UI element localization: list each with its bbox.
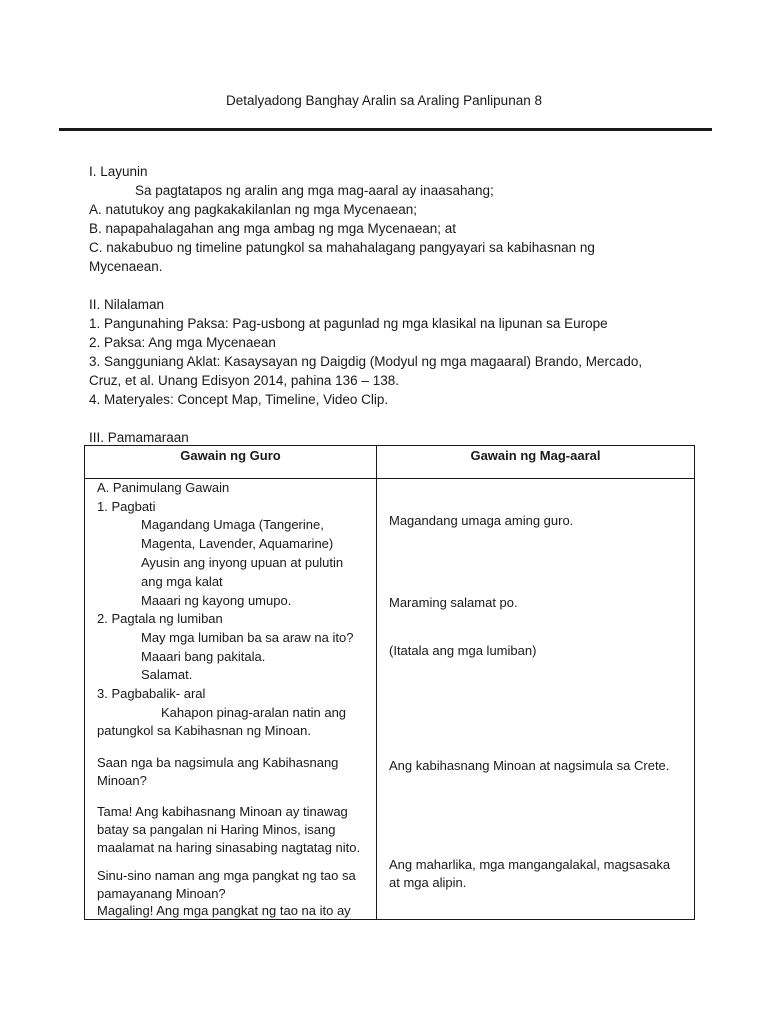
guro-line: Kahapon pinag-aralan natin ang: [161, 705, 347, 720]
guro-line: Salamat.: [141, 667, 193, 682]
section-layunin-heading: I. Layunin: [89, 164, 148, 179]
layunin-item: C. nakabubuo ng timeline patungkol sa mahahalagang pangyayari sa kabihasnan ng: [89, 240, 595, 255]
guro-line: A. Panimulang Gawain: [97, 480, 230, 495]
magaaral-line: at mga alipin.: [389, 875, 467, 890]
guro-line: 3. Pagbabalik- aral: [97, 686, 206, 701]
guro-line: Maaari bang pakitala.: [141, 649, 266, 664]
guro-line: Saan nga ba nagsimula ang Kabihasnang: [97, 755, 339, 770]
nilalaman-item: 4. Materyales: Concept Map, Timeline, Video Clip.: [89, 392, 389, 407]
magaaral-line: Ang kabihasnang Minoan at nagsimula sa Crete.: [389, 758, 670, 773]
guro-line: May mga lumiban ba sa araw na ito?: [141, 630, 354, 645]
guro-line: Magaling! Ang mga pangkat ng tao na ito ay: [97, 903, 351, 918]
guro-line: 1. Pagbati: [97, 499, 156, 514]
guro-line: Maaari ng kayong umupo.: [141, 593, 292, 608]
layunin-intro: Sa pagtatapos ng aralin ang mga mag-aaral ay inaasahang;: [135, 183, 494, 198]
guro-line: ang mga kalat: [141, 574, 223, 589]
section-pamamaraan-heading: III. Pamamaraan: [89, 430, 189, 445]
guro-line: Magandang Umaga (Tangerine,: [141, 517, 324, 532]
section-nilalaman-heading: II. Nilalaman: [89, 297, 165, 312]
guro-cell: [85, 479, 377, 920]
guro-line: Minoan?: [97, 773, 147, 788]
guro-line: patungkol sa Kabihasnan ng Minoan.: [97, 723, 311, 738]
magaaral-line: Maraming salamat po.: [389, 595, 518, 610]
guro-line: maalamat na haring sinasabing nagtatag nito.: [97, 840, 361, 855]
document-title: Detalyadong Banghay Aralin sa Araling Panlipunan 8: [226, 93, 542, 108]
guro-line: batay sa pangalan ni Haring Minos, isang: [97, 822, 336, 837]
nilalaman-item: Cruz, et al. Unang Edisyon 2014, pahina 136 – 138.: [89, 373, 399, 388]
layunin-item: A. natutukoy ang pagkakakilanlan ng mga Mycenaean;: [89, 202, 417, 217]
magaaral-line: (Itatala ang mga lumiban): [389, 643, 537, 658]
nilalaman-item: 1. Pangunahing Paksa: Pag-usbong at pagunlad ng mga klasikal na lipunan sa Europe: [89, 316, 608, 331]
table-row: [85, 479, 695, 920]
nilalaman-item: 2. Paksa: Ang mga Mycenaean: [89, 335, 276, 350]
nilalaman-item: 3. Sangguniang Aklat: Kasaysayan ng Daigdig (Modyul ng mga magaaral) Brando, Mercado,: [89, 354, 643, 369]
layunin-item: Mycenaean.: [89, 259, 163, 274]
layunin-item: B. napapahalagahan ang mga ambag ng mga Mycenaean; at: [89, 221, 457, 236]
guro-line: Magenta, Lavender, Aquamarine): [141, 536, 334, 551]
guro-line: Tama! Ang kabihasnang Minoan ay tinawag: [97, 804, 348, 819]
table-header-row: [85, 446, 695, 479]
document-body: [89, 162, 709, 447]
header-gawain-ng-guro: Gawain ng Guro: [85, 446, 377, 479]
magaaral-cell: [377, 479, 695, 920]
title-divider: [59, 128, 712, 131]
magaaral-line: Ang maharlika, mga mangangalakal, magsasaka: [389, 857, 671, 872]
guro-line: Ayusin ang inyong upuan at pulutin: [141, 555, 344, 570]
guro-line: 2. Pagtala ng lumiban: [97, 611, 223, 626]
guro-line: pamayanang Minoan?: [97, 886, 226, 901]
header-gawain-ng-mag-aaral: Gawain ng Mag-aaral: [377, 446, 695, 479]
guro-line: Sinu-sino naman ang mga pangkat ng tao sa: [97, 868, 356, 883]
magaaral-line: Magandang umaga aming guro.: [389, 513, 574, 528]
lesson-procedure-table: [84, 445, 695, 920]
